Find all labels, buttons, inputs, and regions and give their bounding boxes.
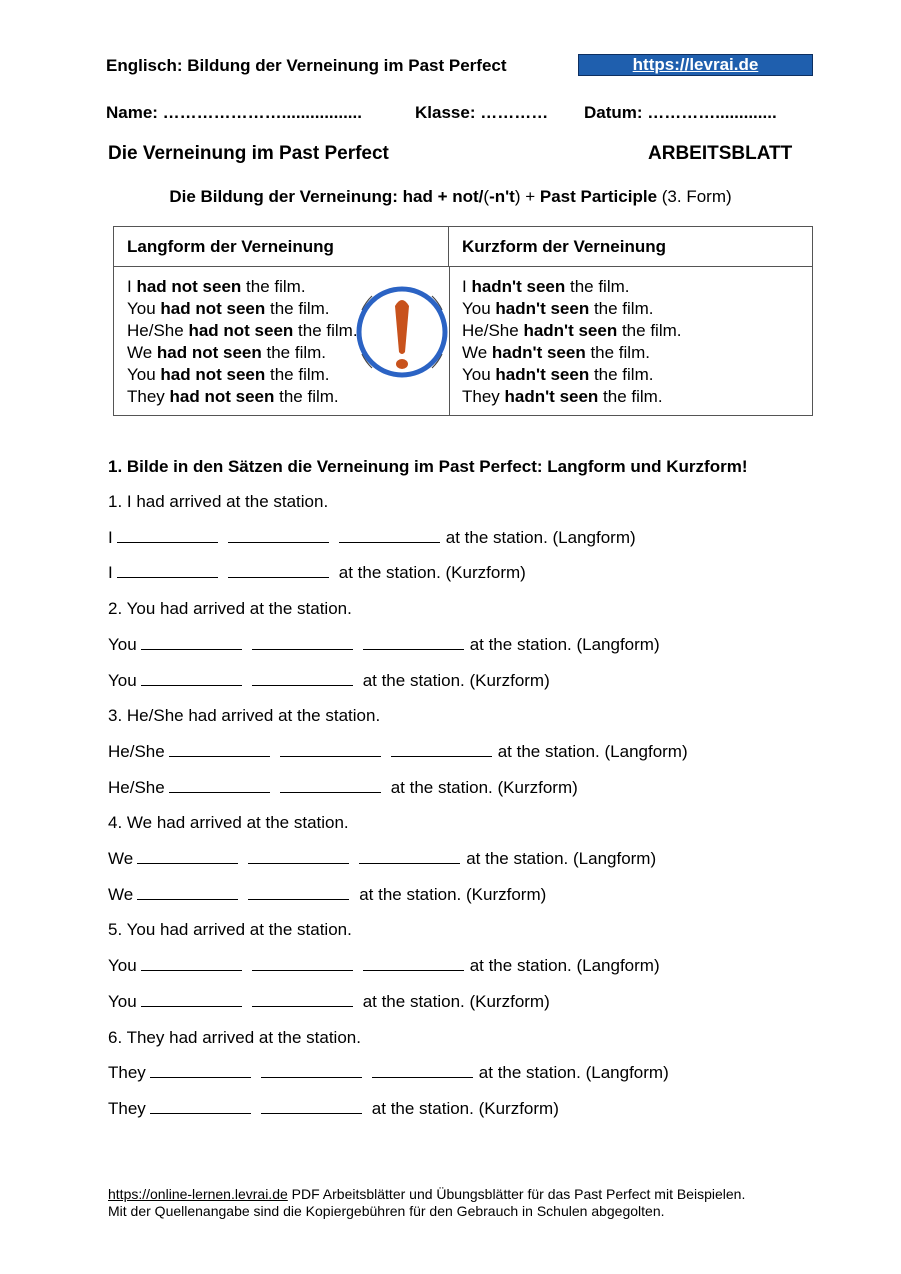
row-rest: the film. [265, 365, 330, 384]
answer-blank[interactable] [137, 885, 238, 900]
line-rest: at the station. (Langform) [445, 528, 636, 547]
line-rest: at the station. (Kurzform) [362, 671, 550, 690]
answer-blank[interactable] [137, 849, 238, 864]
answer-blank[interactable] [248, 849, 349, 864]
exercise-heading: 1. Bilde in den Sätzen die Verneinung im Past Perfect: Langform und Kurzform! [108, 457, 748, 476]
short-form-rows [462, 276, 681, 408]
exercise-prompt: 3. He/She had arrived at the station. [108, 706, 381, 725]
exercise-prompt: 2. You had arrived at the station. [108, 599, 352, 618]
exclamation-icon [350, 280, 454, 384]
grammar-table [113, 226, 813, 416]
langform-line [108, 1063, 669, 1083]
row-subject: You [462, 365, 496, 384]
rule-prefix: Die Bildung der Verneinung: had + not/ [169, 187, 484, 206]
footer-text: PDF Arbeitsblätter und Übungsblätter für das Past Perfect mit Beispielen. [287, 1186, 746, 1202]
klasse-field[interactable]: Klasse: ………… [415, 103, 549, 122]
answer-blank[interactable] [150, 1099, 251, 1114]
line-rest: at the station. (Langform) [469, 956, 660, 975]
line-rest: at the station. (Kurzform) [359, 885, 547, 904]
row-subject: I [127, 277, 137, 296]
exercise-prompt: 4. We had arrived at the station. [108, 813, 349, 832]
line-subject: They [108, 1099, 146, 1118]
line-subject: We [108, 849, 134, 868]
answer-blank[interactable] [141, 671, 242, 686]
line-subject: He/She [108, 742, 165, 761]
line-subject: We [108, 885, 134, 904]
row-subject: They [462, 387, 505, 406]
line-rest: at the station. (Langform) [497, 742, 688, 761]
kurzform-line [108, 563, 526, 583]
answer-blank[interactable] [228, 528, 329, 543]
answer-blank[interactable] [252, 671, 353, 686]
worksheet-title: Die Verneinung im Past Perfect [108, 143, 389, 164]
row-verb: hadn't seen [471, 277, 566, 296]
rule-nt: -n't [489, 187, 515, 206]
row-rest: the film. [617, 321, 682, 340]
row-rest: the film. [565, 277, 630, 296]
kurzform-line [108, 992, 550, 1012]
exercise-prompt: 5. You had arrived at the station. [108, 920, 352, 939]
answer-blank[interactable] [252, 992, 353, 1007]
line-subject: You [108, 635, 137, 654]
row-subject: You [127, 299, 161, 318]
line-rest: at the station. (Langform) [478, 1063, 669, 1082]
kurzform-line [108, 671, 550, 691]
row-subject: You [127, 365, 161, 384]
table-row [462, 298, 681, 320]
kurzform-line [108, 885, 546, 905]
answer-blank[interactable] [141, 635, 242, 650]
answer-blank[interactable] [359, 849, 460, 864]
row-rest: the film. [585, 343, 650, 362]
worksheet-tag: ARBEITSBLATT [648, 143, 793, 164]
row-rest: the film. [274, 387, 339, 406]
answer-blank[interactable] [228, 563, 329, 578]
table-row [127, 342, 362, 364]
answer-blank[interactable] [339, 528, 440, 543]
rule-paren-open: ( [483, 187, 490, 206]
long-form-header: Langform der Verneinung [114, 227, 449, 267]
row-rest: the film. [589, 299, 654, 318]
footer-link[interactable]: https://online-lernen.levrai.de [108, 1186, 288, 1202]
row-rest: the film. [265, 299, 330, 318]
answer-blank[interactable] [252, 956, 353, 971]
table-row [462, 342, 681, 364]
row-rest: the film. [241, 277, 306, 296]
document-title: Englisch: Bildung der Verneinung im Past Perfect [106, 56, 507, 75]
rule-form: (3. Form) [657, 187, 732, 206]
row-subject: He/She [127, 321, 189, 340]
grammar-rule [0, 187, 901, 207]
langform-line [108, 849, 656, 869]
exercise-prompt: 6. They had arrived at the station. [108, 1028, 361, 1047]
row-subject: You [462, 299, 496, 318]
row-rest: the film. [598, 387, 663, 406]
table-row [127, 364, 362, 386]
line-subject: I [108, 528, 113, 547]
rule-participle: Past Participle [539, 187, 658, 206]
line-rest: at the station. (Kurzform) [338, 563, 526, 582]
answer-blank[interactable] [150, 1063, 251, 1078]
line-subject: He/She [108, 778, 165, 797]
website-link[interactable]: https://levrai.de [578, 54, 813, 76]
line-rest: at the station. (Langform) [466, 849, 657, 868]
langform-line [108, 742, 688, 762]
answer-blank[interactable] [117, 528, 218, 543]
row-subject: He/She [462, 321, 524, 340]
row-subject: I [462, 277, 472, 296]
line-rest: at the station. (Kurzform) [362, 992, 550, 1011]
answer-blank[interactable] [363, 956, 464, 971]
answer-blank[interactable] [261, 1063, 362, 1078]
table-row [127, 320, 362, 342]
row-rest: the film. [261, 343, 327, 362]
row-verb: had not seen [156, 343, 262, 362]
row-verb: had not seen [188, 321, 294, 340]
row-verb: had not seen [136, 277, 242, 296]
table-row [462, 364, 681, 386]
line-subject: I [108, 563, 113, 582]
name-field[interactable]: Name: …………………................. [106, 103, 362, 122]
footer-note: Mit der Quellenangabe sind die Kopiergebühren für den Gebrauch in Schulen abgegolten. [108, 1203, 665, 1219]
table-row [462, 386, 681, 408]
short-form-header: Kurzform der Verneinung [449, 227, 812, 267]
row-verb: hadn't seen [495, 299, 590, 318]
row-verb: hadn't seen [491, 343, 586, 362]
long-form-rows [127, 276, 362, 408]
table-row [462, 320, 681, 342]
answer-blank[interactable] [252, 635, 353, 650]
row-subject: They [127, 387, 170, 406]
row-verb: hadn't seen [523, 321, 618, 340]
exercise-prompt: 1. I had arrived at the station. [108, 492, 329, 511]
kurzform-line [108, 1099, 559, 1119]
langform-line [108, 635, 660, 655]
line-rest: at the station. (Kurzform) [390, 778, 578, 797]
line-rest: at the station. (Langform) [469, 635, 660, 654]
table-row [127, 298, 362, 320]
line-subject: You [108, 956, 137, 975]
table-row [462, 276, 681, 298]
line-subject: You [108, 992, 137, 1011]
answer-blank[interactable] [248, 885, 349, 900]
langform-line [108, 956, 660, 976]
line-rest: at the station. (Kurzform) [371, 1099, 559, 1118]
answer-blank[interactable] [141, 992, 242, 1007]
row-verb: hadn't seen [495, 365, 590, 384]
answer-blank[interactable] [372, 1063, 473, 1078]
answer-blank[interactable] [169, 778, 270, 793]
answer-blank[interactable] [363, 635, 464, 650]
line-subject: You [108, 671, 137, 690]
row-verb: had not seen [160, 365, 266, 384]
row-verb: hadn't seen [504, 387, 599, 406]
answer-blank[interactable] [141, 956, 242, 971]
rule-paren-close: ) [514, 187, 521, 206]
answer-blank[interactable] [280, 778, 381, 793]
datum-field[interactable]: Datum: …………............. [584, 103, 777, 122]
row-verb: had not seen [160, 299, 266, 318]
rule-plus: + [520, 187, 540, 206]
footer [108, 1186, 745, 1220]
line-subject: They [108, 1063, 146, 1082]
answer-blank[interactable] [261, 1099, 362, 1114]
table-row [127, 386, 362, 408]
row-rest: the film. [589, 365, 654, 384]
row-subject: We [462, 343, 492, 362]
answer-blank[interactable] [391, 742, 492, 757]
kurzform-line [108, 778, 578, 798]
answer-blank[interactable] [280, 742, 381, 757]
answer-blank[interactable] [117, 563, 218, 578]
row-verb: had not seen [169, 387, 275, 406]
row-subject: We [127, 343, 157, 362]
langform-line [108, 528, 636, 548]
answer-blank[interactable] [169, 742, 270, 757]
table-row [127, 276, 362, 298]
row-rest: the film. [293, 321, 358, 340]
